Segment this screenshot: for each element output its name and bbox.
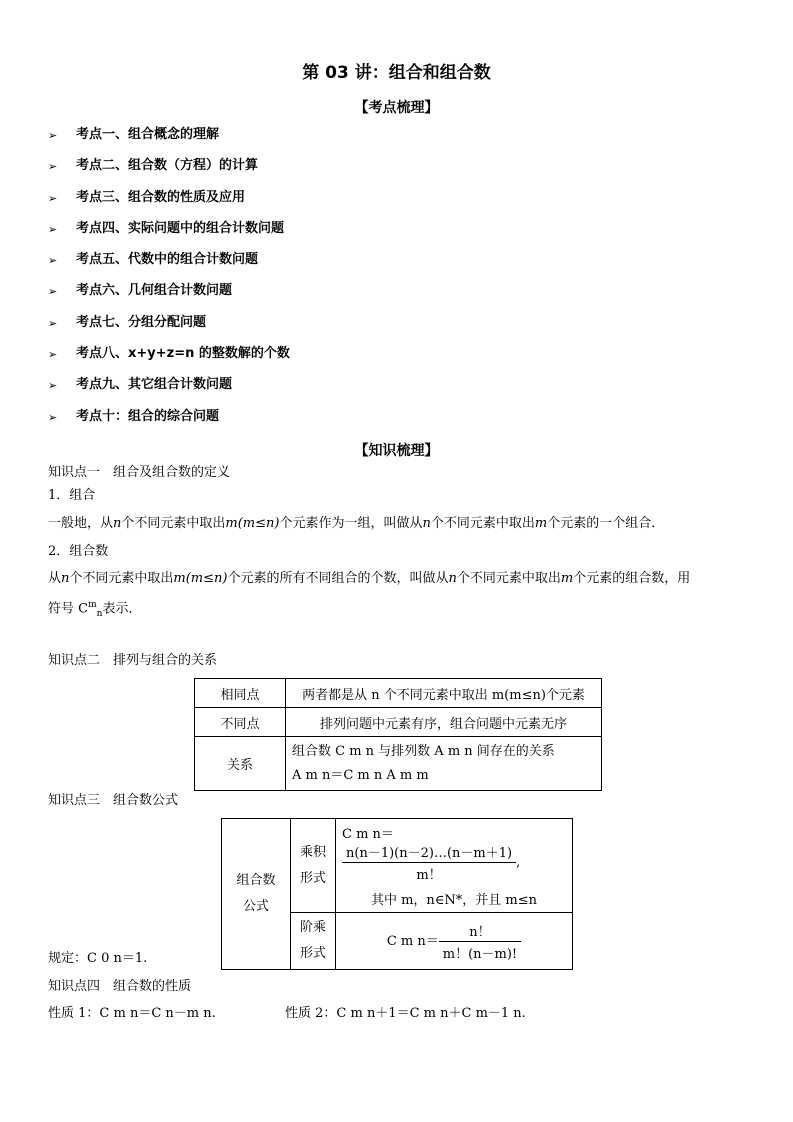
- formula-table: [221, 818, 573, 970]
- arrow-bullet-icon: ➢: [48, 222, 58, 236]
- page-title: 第 03 讲：组合和组合数: [302, 63, 491, 83]
- zhishi-heading: 【知识梳理】: [354, 443, 439, 459]
- factorial-form-label: 阶乘 形式: [291, 913, 336, 970]
- arrow-bullet-icon: ➢: [48, 254, 58, 268]
- kp1-item2-title: 2．组合数: [48, 544, 109, 559]
- kp4-prop1: 性质 1：C m n＝C n－m n.: [48, 1006, 216, 1021]
- kp4-prop2: 性质 2：C m n＋1＝C m n＋C m－1 n.: [285, 1006, 526, 1021]
- kp1-item1-text: 一般地，从n个不同元素中取出m(m≤n)个元素作为一组，叫做从n个不同元素中取出m个元素的一个组合．: [48, 516, 665, 531]
- kaodian-list: [48, 126, 748, 439]
- arrow-bullet-icon: ➢: [48, 348, 58, 362]
- relation-formula: A m n＝C m n A m m: [292, 767, 429, 783]
- kaodian-item: ➢ 考点八、x+y+z=n 的整数解的个数: [48, 345, 748, 376]
- arrow-bullet-icon: ➢: [48, 410, 58, 424]
- arrow-bullet-icon: ➢: [48, 160, 58, 174]
- table-row: [222, 819, 573, 913]
- kaodian-item: ➢ 考点七、分组分配问题: [48, 314, 748, 345]
- kaodian-item: ➢ 考点五、代数中的组合计数问题: [48, 251, 748, 282]
- product-formula: C m n＝ $\frac{n(n-1)(n-2)\dots(n-m+1)}{m!}$ ,: [342, 827, 521, 883]
- kp1-block: [48, 464, 748, 627]
- table-cell-key: 不同点: [195, 708, 286, 737]
- kp2-heading: 知识点二 排列与组合的关系: [48, 653, 218, 668]
- arrow-bullet-icon: ➢: [48, 191, 58, 205]
- product-condition: 其中 m，n∈N*，并且 m≤n: [370, 893, 538, 908]
- arrow-bullet-icon: ➢: [48, 129, 58, 142]
- table-cell-key: 关系: [195, 737, 286, 791]
- kaodian-item: ➢ 考点四、实际问题中的组合计数问题: [48, 220, 748, 251]
- kp1-item2-text: 从n个不同元素中取出m(m≤n)个元素的所有不同组合的个数，叫做从n个不同元素中取出m个元素的组合数，用 符号 $C^m_n$表示．: [48, 571, 691, 619]
- table-cell-key: 相同点: [195, 679, 286, 708]
- kp1-heading: 知识点一 组合及组合数的定义: [48, 465, 231, 480]
- kaodian-item: ➢ 考点九、其它组合计数问题: [48, 376, 748, 407]
- kp3-rule: 规定：C 0 n＝1.: [48, 951, 148, 966]
- kaodian-heading: 【考点梳理】: [354, 100, 439, 116]
- product-formula-cell: [336, 819, 573, 913]
- kp4-heading: 知识点四 组合数的性质: [48, 979, 192, 994]
- table-row: [195, 679, 602, 708]
- kp1-item1-title: 1．组合: [48, 488, 96, 503]
- kaodian-item: ➢ 考点一、组合概念的理解: [48, 126, 748, 157]
- kp3-heading: 知识点三 组合数公式: [48, 793, 179, 808]
- formula-label-cell: 组合数 公式: [222, 819, 291, 970]
- table-cell-value: 两者都是从 n 个不同元素中取出 m(m≤n)个元素: [286, 679, 602, 708]
- relation-text: 组合数 C m n 与排列数 A m n 间存在的关系: [292, 743, 555, 759]
- kaodian-item: ➢ 考点二、组合数（方程）的计算: [48, 157, 748, 188]
- kaodian-item: ➢ 考点三、组合数的性质及应用: [48, 189, 748, 220]
- table-row: [195, 737, 602, 791]
- product-form-label: 乘积 形式: [291, 819, 336, 913]
- arrow-bullet-icon: ➢: [48, 285, 58, 299]
- table-cell-value: 排列问题中元素有序，组合问题中元素无序: [286, 708, 602, 737]
- arrow-bullet-icon: ➢: [48, 379, 58, 393]
- kaodian-item: ➢ 考点六、几何组合计数问题: [48, 282, 748, 313]
- factorial-formula-cell: C m n＝ $\frac{n!}{m!(n-m)!}$: [336, 913, 573, 970]
- relation-table: [194, 678, 602, 791]
- table-cell-value: [286, 737, 602, 791]
- arrow-bullet-icon: ➢: [48, 316, 58, 330]
- table-row: [195, 708, 602, 737]
- kaodian-item: ➢ 考点十：组合的综合问题: [48, 408, 748, 439]
